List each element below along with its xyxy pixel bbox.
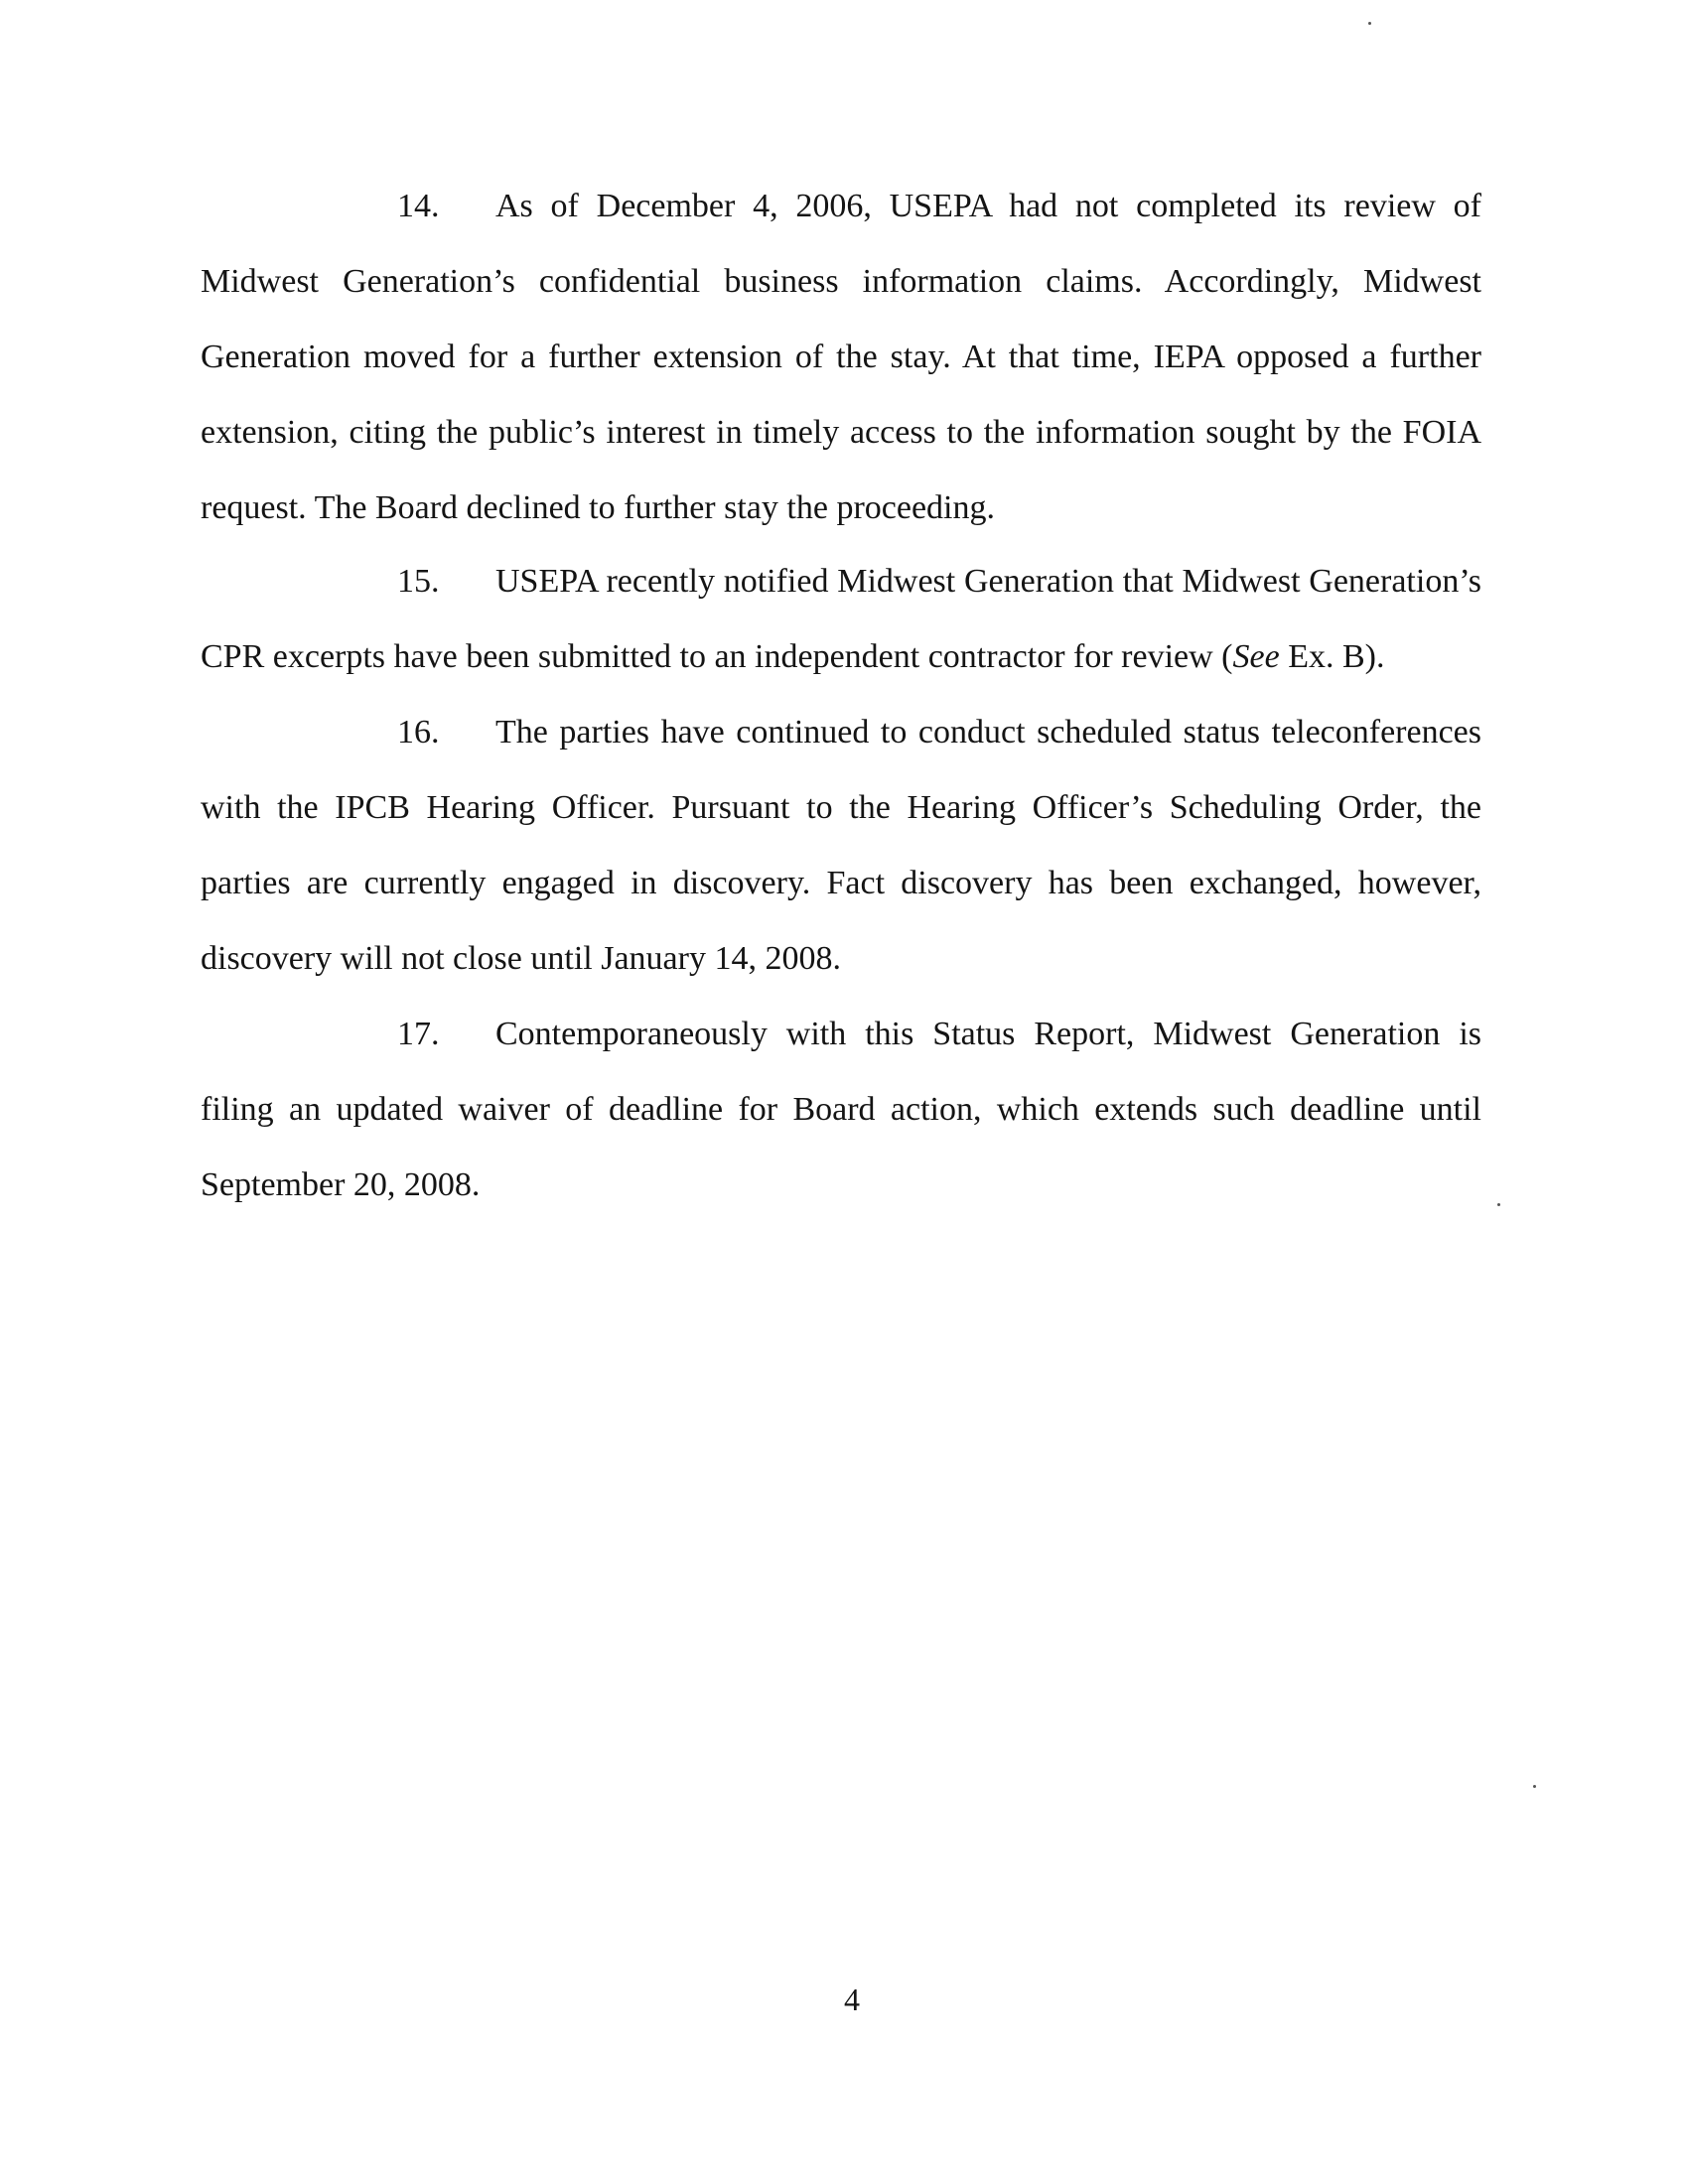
- paragraph-text-end: Ex. B).: [1279, 638, 1385, 675]
- paragraph-text: As of December 4, 2006, USEPA had not completed its review of Midwest Generation’s confidential business information claims. Accordingly, Midwest Generation moved for a further extension of the stay. At that time, IEPA opposed a further extension, citing the public’s interest in timely access to the information sought by the FOIA request. The Board declined to further stay the proceeding.: [201, 188, 1481, 526]
- paragraph-number: 15.: [397, 563, 440, 600]
- scan-speck: [1497, 1203, 1500, 1206]
- paragraph-17: [201, 997, 1481, 1223]
- paragraph-text: USEPA recently notified Midwest Generation that Midwest Generation’s CPR excerpts have been submitted to an independent contractor for review (: [201, 563, 1481, 675]
- paragraph-text: Contemporaneously with this Status Report, Midwest Generation is filing an updated waiver of deadline for Board action, which extends such deadline until September 20, 2008.: [201, 1016, 1481, 1203]
- paragraph-number: 16.: [397, 714, 440, 751]
- paragraph-text: The parties have continued to conduct scheduled status teleconferences with the IPCB Hearing Officer. Pursuant to the Hearing Officer’s Scheduling Order, the parties are currently engaged in discovery. Fact discovery has been exchanged, however, discovery will not close until January 14, 2008.: [201, 714, 1481, 977]
- paragraph-14: [201, 169, 1481, 546]
- paragraph-16: [201, 695, 1481, 997]
- paragraph-15: [201, 544, 1481, 695]
- paragraph-number: 14.: [397, 188, 440, 224]
- scan-speck: [1368, 22, 1371, 25]
- scan-speck: [1533, 1785, 1536, 1788]
- paragraph-number: 17.: [397, 1016, 440, 1052]
- citation-signal: See: [1232, 638, 1280, 675]
- page-number: 4: [844, 1981, 860, 2017]
